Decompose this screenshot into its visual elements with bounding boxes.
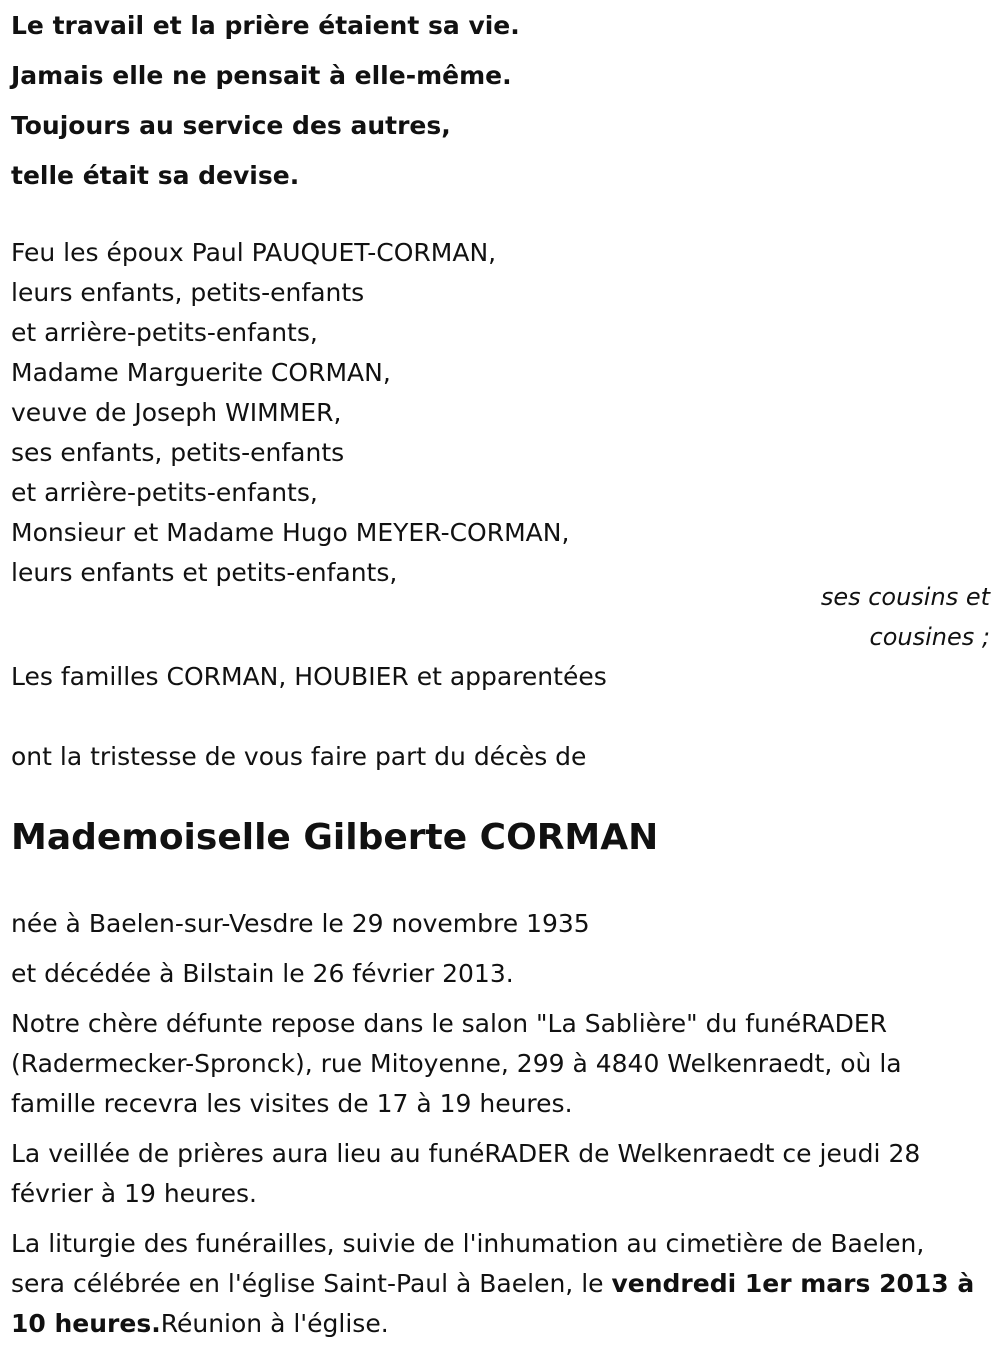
- families-line: Les familles CORMAN, HOUBIER et apparentées: [11, 662, 607, 691]
- verse-line: telle était sa devise.: [11, 161, 300, 190]
- funeral-place: sera célébrée en l'église Saint-Paul à Baelen, le: [11, 1269, 612, 1298]
- family-line: Madame Marguerite CORMAN,: [11, 358, 391, 387]
- verse: [11, 10, 520, 210]
- visitation-paragraph: [11, 1004, 991, 1124]
- family-line: et arrière-petits-enfants,: [11, 478, 318, 507]
- paragraph-line: famille recevra les visites de 17 à 19 heures.: [11, 1089, 573, 1118]
- cousins-line: cousines ;: [869, 623, 990, 651]
- death-line: et décédée à Bilstain le 26 février 2013.: [11, 959, 514, 988]
- paragraph-line: février à 19 heures.: [11, 1179, 257, 1208]
- verse-line: Jamais elle ne pensait à elle-même.: [11, 61, 512, 90]
- family-line: leurs enfants et petits-enfants,: [11, 558, 398, 587]
- paragraph-line: [11, 1304, 991, 1344]
- paragraph-line: Notre chère défunte repose dans le salon "La Sablière" du funéRADER: [11, 1009, 888, 1038]
- birth-line: née à Baelen-sur-Vesdre le 29 novembre 1935: [11, 909, 590, 938]
- family-line: et arrière-petits-enfants,: [11, 318, 318, 347]
- cousins-line: ses cousins et: [820, 583, 990, 611]
- paragraph-line: La veillée de prières aura lieu au funéRADER de Welkenraedt ce jeudi 28: [11, 1139, 921, 1168]
- family-line: Monsieur et Madame Hugo MEYER-CORMAN,: [11, 518, 570, 547]
- meeting-note: Réunion à l'église.: [160, 1309, 389, 1338]
- family-line: veuve de Joseph WIMMER,: [11, 398, 342, 427]
- announcement-line: ont la tristesse de vous faire part du décès de: [11, 742, 587, 771]
- deceased-name: Mademoiselle Gilberte CORMAN: [11, 817, 659, 858]
- verse-line: Le travail et la prière étaient sa vie.: [11, 11, 520, 40]
- verse-line: Toujours au service des autres,: [11, 111, 451, 140]
- family-line: ses enfants, petits-enfants: [11, 438, 345, 467]
- funeral-date: vendredi 1er mars 2013 à: [611, 1269, 975, 1298]
- paragraph-line: [11, 1264, 991, 1304]
- paragraph-line: La liturgie des funérailles, suivie de l'inhumation au cimetière de Baelen,: [11, 1229, 925, 1258]
- funeral-time: 10 heures.: [11, 1309, 161, 1338]
- family-list: [11, 237, 569, 597]
- vigil-paragraph: [11, 1134, 991, 1214]
- cousins-note: [821, 581, 990, 661]
- family-line: Feu les époux Paul PAUQUET-CORMAN,: [11, 238, 497, 267]
- paragraph-line: (Radermecker-Spronck), rue Mitoyenne, 299 à 4840 Welkenraedt, où la: [11, 1049, 902, 1078]
- family-line: leurs enfants, petits-enfants: [11, 278, 365, 307]
- funeral-paragraph: [11, 1224, 991, 1344]
